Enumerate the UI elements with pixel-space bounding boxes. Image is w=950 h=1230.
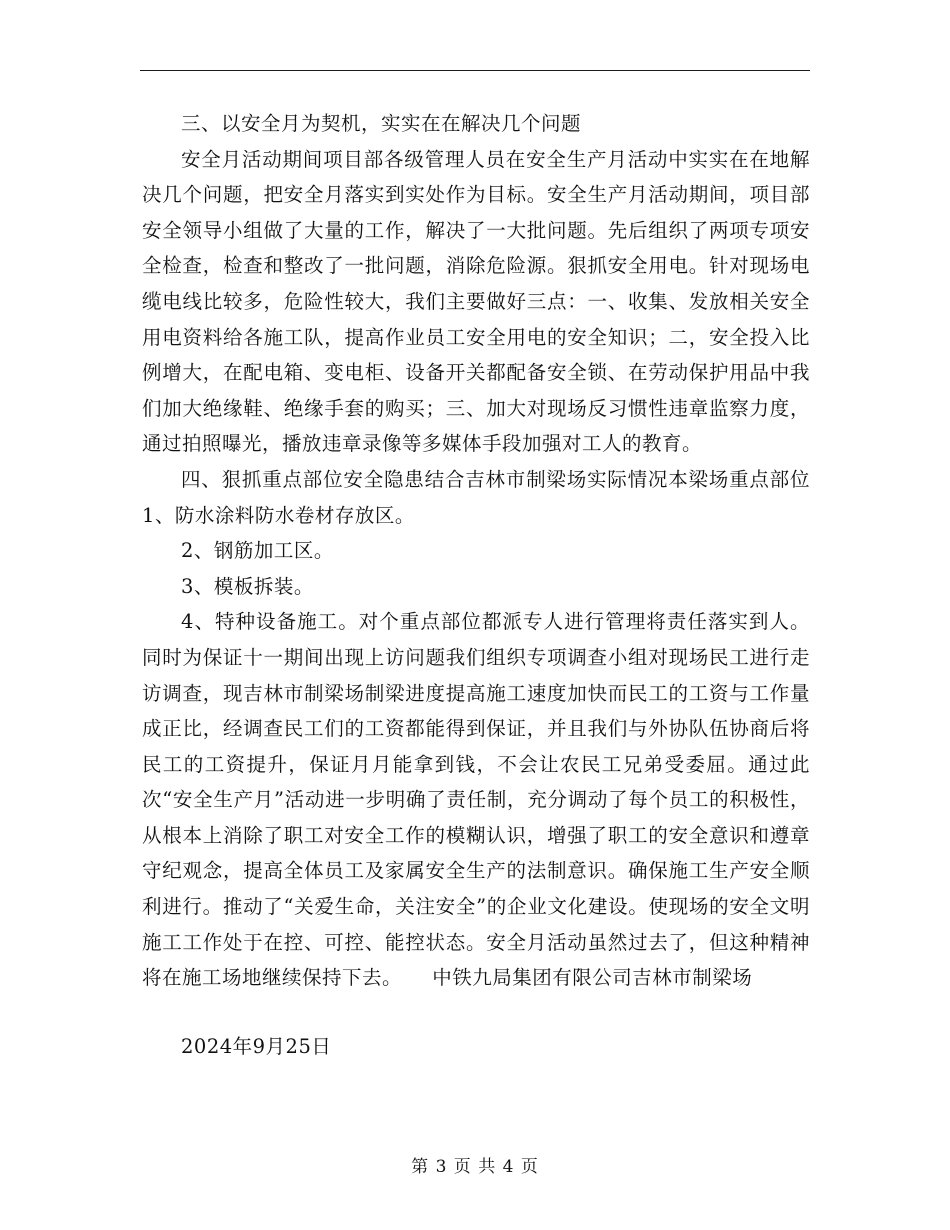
header-rule [140, 70, 810, 71]
section-heading-4: 四、狠抓重点部位安全隐患结合吉林市制梁场实际情况本梁场重点部位1、防水涂料防水卷材存放区。 [142, 467, 810, 527]
list-item-rebar-area: 2、钢筋加工区。 [181, 539, 334, 563]
paragraph-special-equipment: 4、特种设备施工。对个重点部位都派专人进行管理将责任落实到人。同时为保证十一期间出现上访问题我们组织专项调查小组对现场民工进行走访调查，现吉林市制梁场制梁进度提高施工速度加快而民工的工资与工作量成正比，经调查民工们的工资都能得到保证，并且我们与外协队伍协商后将民工的工资提升，保证月月能拿到钱，不会让农民工兄弟受委屈。通过此次“安全生产月”活动进一步明确了责任制，充分调动了每个员工的积极性，从根本上消除了职工对安全工作的模糊认识，增强了职工的安全意识和遵章守纪观念，提高全体员工及家属安全生产的法制意识。确保施工生产安全顺利进行。推动了“关爱生命，关注安全”的企业文化建设。使现场的安全文明施工工作处于在控、可控、能控状态。安全月活动虽然过去了，但这种精神将在施工场地继续保持下去。 中铁九局集团有限公司吉林市制梁场 [142, 610, 810, 990]
document-date: 2024年9月25日 [181, 1034, 332, 1058]
section-heading-3: 三、以安全月为契机，实实在在解决几个问题 [181, 112, 582, 135]
list-item-formwork: 3、模板拆装。 [181, 574, 314, 598]
document-body [142, 106, 810, 1064]
page-footer: 第 3 页 共 4 页 [411, 1157, 539, 1177]
paragraph-safety-month: 安全月活动期间项目部各级管理人员在安全生产月活动中实实在在地解决几个问题，把安全月落实到实处作为目标。安全生产月活动期间，项目部安全领导小组做了大量的工作，解决了一大批问题。先后组织了两项专项安全检查，检查和整改了一批问题，消除危险源。狠抓安全用电。针对现场电缆电线比较多，危险性较大，我们主要做好三点：一、收集、发放相关安全用电资料给各施工队，提高作业员工安全用电的安全知识；二，安全投入比例增大，在配电箱、变电柜、设备开关都配备安全锁、在劳动保护用品中我们加大绝缘鞋、绝缘手套的购买；三、加大对现场反习惯性违章监察力度，通过拍照曝光，播放违章录像等多媒体手段加强对工人的教育。 [142, 147, 810, 456]
